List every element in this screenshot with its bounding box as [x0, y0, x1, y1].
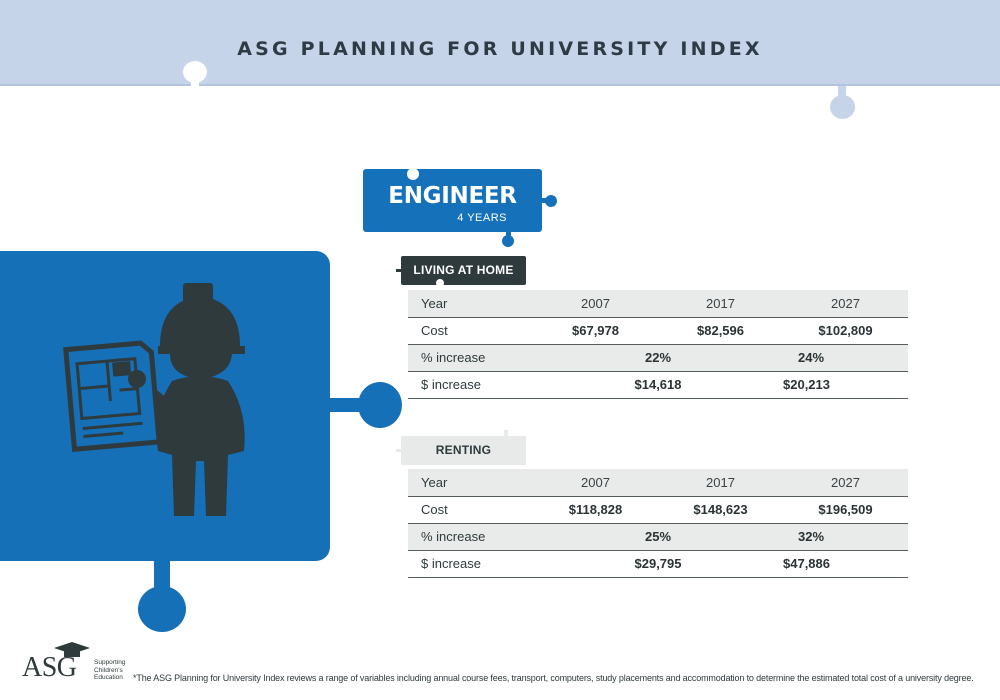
year-2027: 2027 [783, 290, 908, 317]
year-2017: 2017 [658, 469, 783, 496]
asg-logo-tagline: Supporting Children's Education [94, 659, 126, 681]
puzzle-knob-living-bottom [436, 279, 444, 287]
pct-increase-2007-2017: 22% [533, 344, 783, 371]
table-row-year [408, 290, 908, 317]
puzzle-knob-panel-right [358, 382, 402, 428]
cost-2027: $102,809 [783, 317, 908, 344]
row-label-dollar-increase: $ increase [408, 550, 533, 577]
pct-increase-2017-2027: 24% [783, 344, 908, 371]
row-label-dollar-increase: $ increase [408, 371, 533, 398]
career-title-box [363, 169, 542, 232]
puzzle-stem-renting-left [396, 449, 402, 452]
puzzle-knob-engineer-right [545, 195, 557, 207]
dollar-increase-2007-2017: $29,795 [533, 550, 783, 577]
row-label-year: Year [408, 469, 533, 496]
section-label-renting: RENTING [401, 436, 526, 465]
puzzle-knob-engineer-top-inner [407, 168, 419, 180]
year-2007: 2007 [533, 469, 658, 496]
table-row-dollar-increase [408, 550, 908, 577]
puzzle-knob-engineer-bottom [502, 235, 514, 247]
living-at-home-table [408, 290, 908, 399]
table-row-dollar-increase [408, 371, 908, 398]
row-label-pct-increase: % increase [408, 344, 533, 371]
renting-table [408, 469, 908, 578]
row-label-cost: Cost [408, 496, 533, 523]
row-label-pct-increase: % increase [408, 523, 533, 550]
puzzle-knob-header-right [830, 95, 855, 119]
table-row-cost [408, 496, 908, 523]
cost-2007: $118,828 [533, 496, 658, 523]
cost-2007: $67,978 [533, 317, 658, 344]
career-duration: 4 YEARS [457, 212, 507, 224]
table-row-pct-increase [408, 523, 908, 550]
page-title: ASG PLANNING FOR UNIVERSITY INDEX [237, 38, 763, 60]
year-2007: 2007 [533, 290, 658, 317]
year-2017: 2017 [658, 290, 783, 317]
engineer-with-blueprint-icon [0, 251, 330, 561]
cost-2017: $82,596 [658, 317, 783, 344]
puzzle-stem-living-left [396, 269, 402, 272]
cost-2017: $148,623 [658, 496, 783, 523]
footnote: *The ASG Planning for University Index reviews a range of variables including annual course fees, transport, computers, study placements and accommodation to determine the estimated total cost of a university degree. [133, 673, 974, 683]
year-2027: 2027 [783, 469, 908, 496]
asg-logo: ASG [22, 652, 77, 683]
table-row-pct-increase [408, 344, 908, 371]
table-row-year [408, 469, 908, 496]
pct-increase-2007-2017: 25% [533, 523, 783, 550]
puzzle-stem-header-left [191, 78, 199, 88]
dollar-increase-2017-2027: $47,886 [783, 550, 908, 577]
puzzle-knob-panel-bottom [138, 586, 186, 632]
section-label-living-at-home: LIVING AT HOME [401, 256, 526, 285]
row-label-cost: Cost [408, 317, 533, 344]
table-row-cost [408, 317, 908, 344]
career-title: ENGINEER [388, 183, 517, 209]
row-label-year: Year [408, 290, 533, 317]
dollar-increase-2007-2017: $14,618 [533, 371, 783, 398]
dollar-increase-2017-2027: $20,213 [783, 371, 908, 398]
pct-increase-2017-2027: 32% [783, 523, 908, 550]
cost-2027: $196,509 [783, 496, 908, 523]
